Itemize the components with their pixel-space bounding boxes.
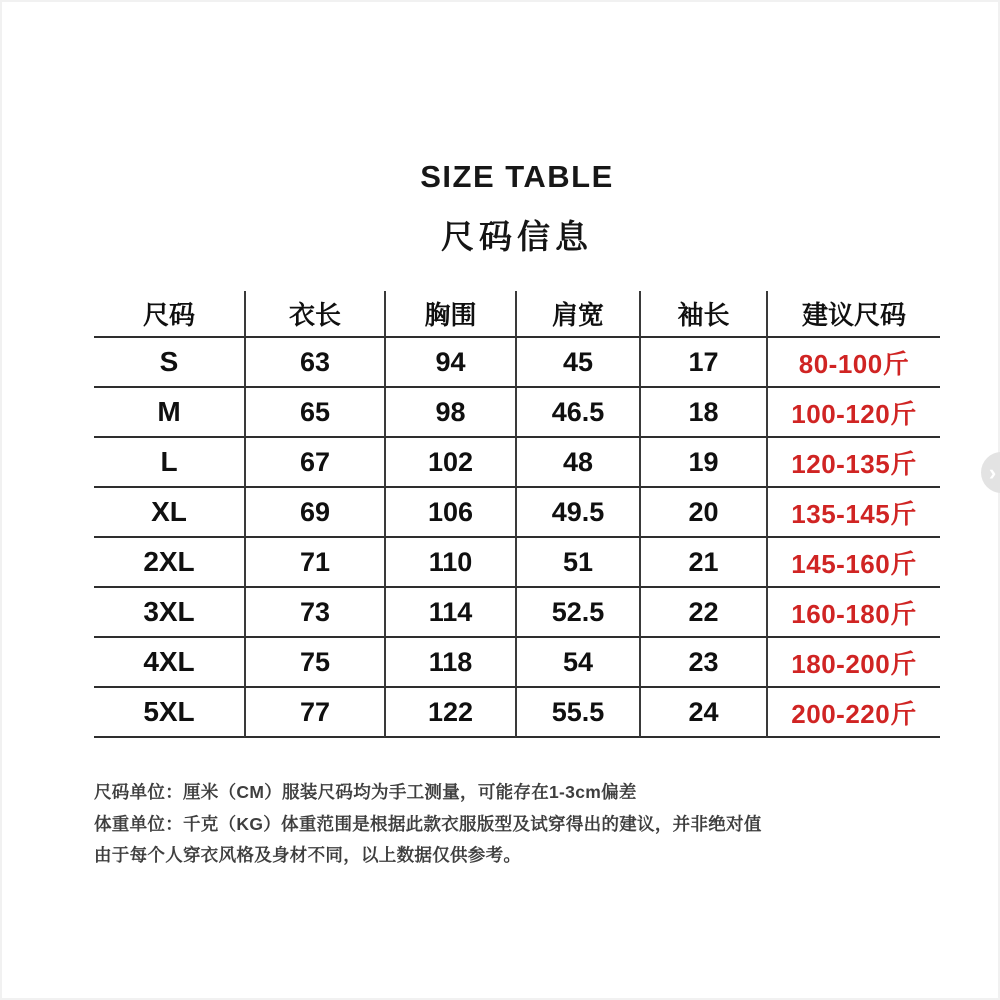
measurement-cell: 18 xyxy=(639,388,766,438)
suggested-size-cell: 100-120斤 xyxy=(766,388,940,438)
measurement-cell: 67 xyxy=(244,438,384,488)
size-cell: 4XL xyxy=(94,638,244,688)
header-cell-suggested: 建议尺码 xyxy=(766,291,940,338)
size-cell: 3XL xyxy=(94,588,244,638)
measurement-cell: 19 xyxy=(639,438,766,488)
chevron-right-icon: › xyxy=(988,459,997,485)
suggested-size-cell: 200-220斤 xyxy=(766,688,940,738)
suggested-size-cell: 180-200斤 xyxy=(766,638,940,688)
measurement-cell: 77 xyxy=(244,688,384,738)
measurement-cell: 63 xyxy=(244,338,384,388)
measurement-cell: 55.5 xyxy=(515,688,639,738)
header-cell-shoulder: 肩宽 xyxy=(515,291,639,338)
measurement-cell: 22 xyxy=(639,588,766,638)
measurement-cell: 69 xyxy=(244,488,384,538)
measurement-cell: 94 xyxy=(384,338,515,388)
carousel-next-button[interactable] xyxy=(981,452,1000,493)
page-title-en: SIZE TABLE xyxy=(420,159,614,194)
measurement-cell: 17 xyxy=(639,338,766,388)
header-cell-sleeve: 袖长 xyxy=(639,291,766,338)
measurement-cell: 24 xyxy=(639,688,766,738)
measurement-cell: 98 xyxy=(384,388,515,438)
size-cell: 5XL xyxy=(94,688,244,738)
measurement-cell: 45 xyxy=(515,338,639,388)
size-cell: XL xyxy=(94,488,244,538)
measurement-notes xyxy=(94,777,814,872)
note-line-2: 体重单位：千克（KG）体重范围是根据此款衣服版型及试穿得出的建议，并非绝对值 xyxy=(94,813,762,834)
measurement-cell: 73 xyxy=(244,588,384,638)
page-title-zh: 尺码信息 xyxy=(441,218,593,255)
measurement-cell: 114 xyxy=(384,588,515,638)
measurement-cell: 54 xyxy=(515,638,639,688)
size-cell: M xyxy=(94,388,244,438)
measurement-cell: 23 xyxy=(639,638,766,688)
measurement-cell: 65 xyxy=(244,388,384,438)
measurement-cell: 75 xyxy=(244,638,384,688)
suggested-size-cell: 160-180斤 xyxy=(766,588,940,638)
size-cell: 2XL xyxy=(94,538,244,588)
measurement-cell: 52.5 xyxy=(515,588,639,638)
size-cell: S xyxy=(94,338,244,388)
header-cell-length: 衣长 xyxy=(244,291,384,338)
measurement-cell: 20 xyxy=(639,488,766,538)
measurement-cell: 48 xyxy=(515,438,639,488)
measurement-cell: 21 xyxy=(639,538,766,588)
measurement-cell: 71 xyxy=(244,538,384,588)
note-line-1: 尺码单位：厘米（CM）服装尺码均为手工测量，可能存在1-3cm偏差 xyxy=(94,782,637,802)
suggested-size-cell: 80-100斤 xyxy=(766,338,940,388)
suggested-size-cell: 145-160斤 xyxy=(766,538,940,588)
suggested-size-cell: 135-145斤 xyxy=(766,488,940,538)
header-cell-size: 尺码 xyxy=(94,291,244,338)
measurement-cell: 118 xyxy=(384,638,515,688)
measurement-cell: 46.5 xyxy=(515,388,639,438)
note-line-3: 由于每个人穿衣风格及身材不同，以上数据仅供参考。 xyxy=(94,845,522,865)
measurement-cell: 102 xyxy=(384,438,515,488)
measurement-cell: 49.5 xyxy=(515,488,639,538)
measurement-cell: 51 xyxy=(515,538,639,588)
size-cell: L xyxy=(94,438,244,488)
size-table xyxy=(94,291,940,738)
suggested-size-cell: 120-135斤 xyxy=(766,438,940,488)
measurement-cell: 106 xyxy=(384,488,515,538)
header-cell-bust: 胸围 xyxy=(384,291,515,338)
measurement-cell: 110 xyxy=(384,538,515,588)
measurement-cell: 122 xyxy=(384,688,515,738)
